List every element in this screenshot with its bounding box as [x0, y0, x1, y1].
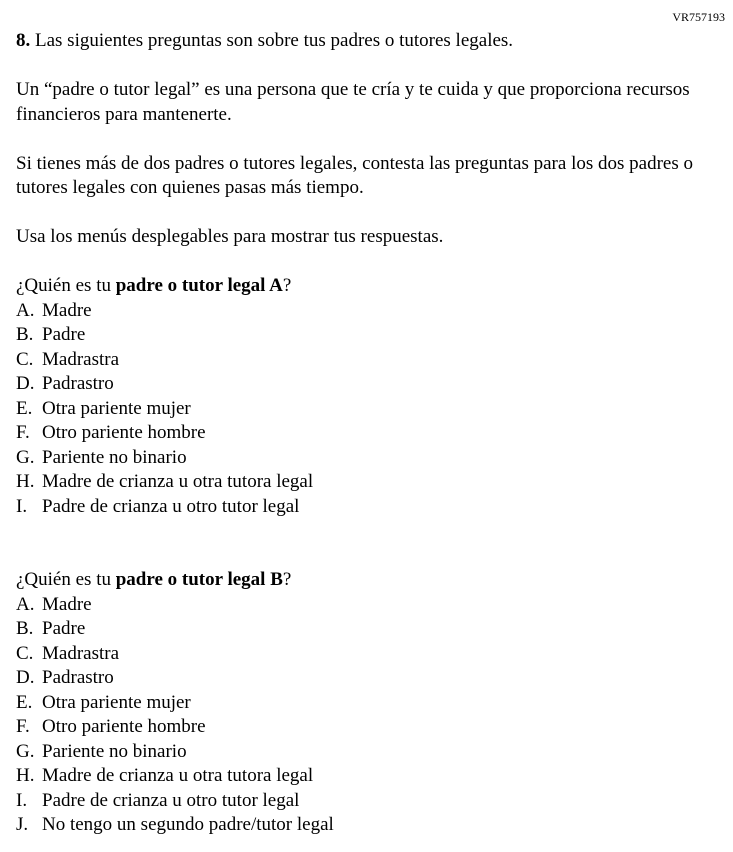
option-item — [16, 372, 716, 397]
option-item — [16, 789, 716, 814]
option-letter: G. — [16, 740, 35, 762]
question-content — [16, 29, 716, 838]
option-item — [16, 715, 716, 740]
option-text: Otro pariente hombre — [42, 422, 206, 443]
option-text: Padrastro — [42, 373, 114, 394]
option-text: Madre — [42, 593, 92, 615]
option-letter: H. — [16, 765, 35, 786]
option-text: Padrastro — [42, 667, 114, 688]
option-text: Madre de crianza u otra tutora legal — [42, 765, 314, 786]
option-item — [16, 593, 716, 618]
option-text: No tengo un segundo padre/tutor legal — [42, 814, 334, 835]
option-item — [16, 764, 716, 789]
question-a-prompt: ¿Quién es tu padre o tutor legal A? — [16, 275, 292, 296]
option-letter: D. — [16, 667, 35, 688]
option-text: Otra pariente mujer — [42, 691, 191, 713]
option-text: Madre de crianza u otra tutora legal — [42, 471, 314, 492]
option-text: Pariente no binario — [42, 740, 187, 762]
option-text: Padre — [42, 324, 86, 345]
option-letter: I. — [16, 495, 28, 517]
question-b-options — [16, 593, 716, 838]
option-item — [16, 666, 716, 691]
option-item — [16, 691, 716, 716]
question-heading — [16, 29, 716, 54]
option-item — [16, 323, 716, 348]
option-letter: J. — [16, 814, 29, 835]
option-text: Otro pariente hombre — [42, 716, 206, 737]
option-letter: D. — [16, 373, 35, 394]
guardian-definition: Un “padre o tutor legal” es una persona que te cría y te cuida y que proporciona recursos financieros para mantenerte. — [16, 79, 690, 125]
option-text: Padre de crianza u otro tutor legal — [42, 495, 300, 517]
option-item — [16, 642, 716, 667]
option-item — [16, 446, 716, 471]
option-letter: B. — [16, 324, 34, 345]
option-item — [16, 397, 716, 422]
question-b-prompt: ¿Quién es tu padre o tutor legal B? — [16, 569, 292, 590]
option-item — [16, 470, 716, 495]
option-item — [16, 740, 716, 765]
option-letter: F. — [16, 422, 30, 443]
option-letter: E. — [16, 691, 33, 713]
question-number: 8. — [16, 30, 31, 51]
option-item — [16, 495, 716, 520]
option-item — [16, 813, 716, 838]
option-text: Madrastra — [42, 348, 120, 370]
more-than-two-note: Si tienes más de dos padres o tutores legales, contesta las preguntas para los dos padres o tutores legales con quienes pasas más tiempo. — [16, 152, 693, 198]
option-item — [16, 421, 716, 446]
option-text: Otra pariente mujer — [42, 397, 191, 419]
option-item — [16, 348, 716, 373]
question-a-bold: padre o tutor legal A — [115, 275, 283, 296]
option-letter: G. — [16, 446, 35, 468]
option-letter: A. — [16, 593, 35, 615]
question-a-options — [16, 299, 716, 520]
option-letter: C. — [16, 642, 34, 664]
option-letter: E. — [16, 397, 33, 419]
dropdown-instruction: Usa los menús desplegables para mostrar tus respuestas. — [16, 226, 444, 247]
option-text: Padre — [42, 618, 86, 639]
option-letter: F. — [16, 716, 30, 737]
question-text: Las siguientes preguntas son sobre tus padres o tutores legales. — [30, 30, 514, 51]
option-letter: I. — [16, 789, 28, 811]
option-text: Madre — [42, 299, 92, 321]
option-letter: B. — [16, 618, 34, 639]
option-item — [16, 617, 716, 642]
option-item — [16, 299, 716, 324]
option-letter: C. — [16, 348, 34, 370]
option-text: Madrastra — [42, 642, 120, 664]
question-b-bold: padre o tutor legal B — [115, 569, 283, 590]
option-text: Pariente no binario — [42, 446, 187, 468]
option-letter: H. — [16, 471, 35, 492]
option-text: Padre de crianza u otro tutor legal — [42, 789, 300, 811]
option-letter: A. — [16, 299, 35, 321]
form-id: VR757193 — [672, 10, 725, 24]
